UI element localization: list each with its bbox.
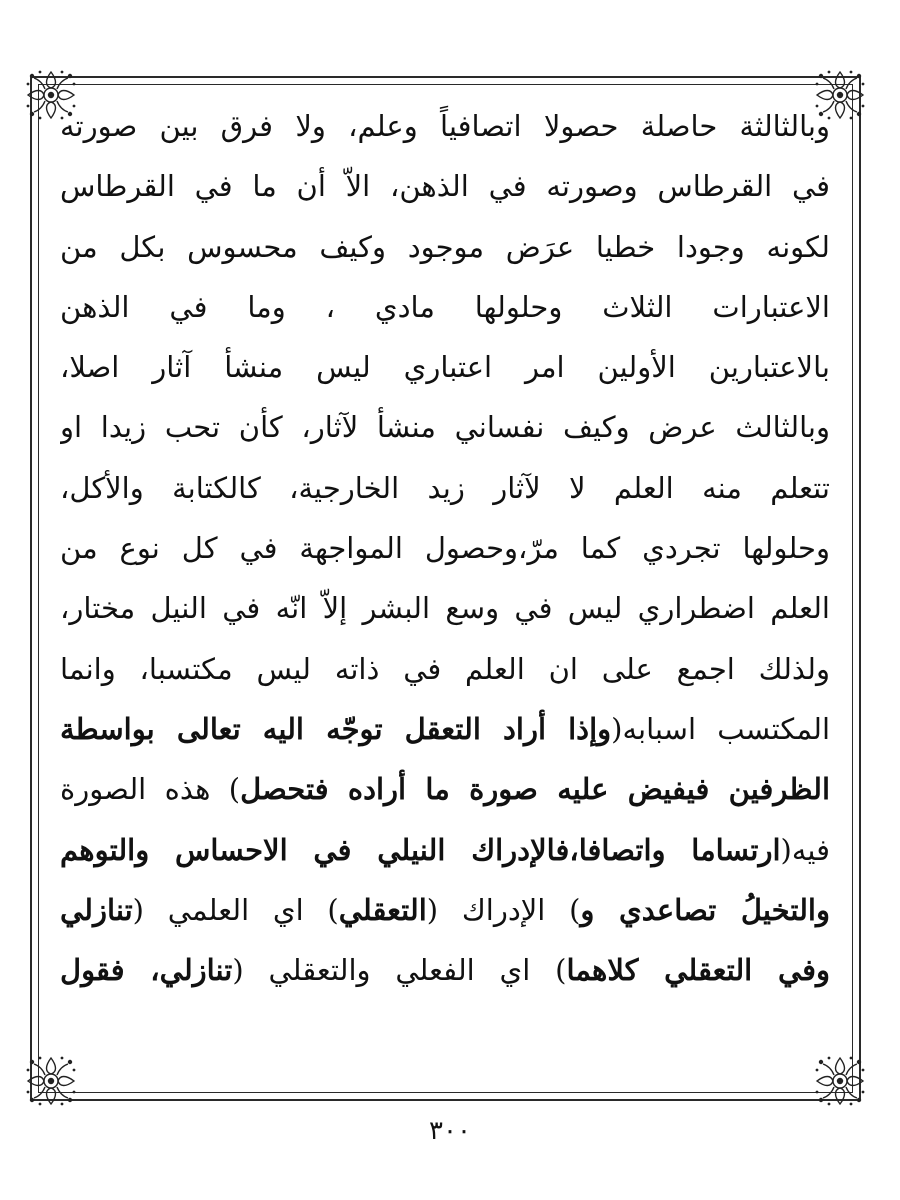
text-line xyxy=(60,639,830,699)
body-text xyxy=(60,96,830,1026)
text-segment: فيه( xyxy=(780,832,830,867)
text-line xyxy=(60,277,830,337)
text-line xyxy=(60,820,830,880)
bold-text-segment: وفي التعقلي كلاهما xyxy=(566,953,830,988)
bold-text-segment: والتخيلُ تصاعدي و xyxy=(580,892,830,927)
text-line xyxy=(60,759,830,819)
text-segment: وبالثالثة حاصلة حصولا اتصافياً وعلم، ولا فرق بين صورته xyxy=(60,109,830,143)
text-segment: في القرطاس وصورته في الذهن، الاّ أن ما في القرطاس xyxy=(60,169,830,204)
text-segment: وبالثالث عرض وكيف نفساني منشأ لآثار، كأن تحب زيدا او xyxy=(60,410,830,445)
text-line xyxy=(60,880,830,940)
text-segment: وحلولها تجردي كما مرّ،وحصول المواجهة في كل نوع من xyxy=(60,531,830,566)
text-line xyxy=(60,156,830,216)
text-line xyxy=(60,458,830,518)
text-segment: بالاعتبارين الأولين امر اعتباري ليس منشأ آثار اصلا، xyxy=(60,350,830,385)
bold-text-segment: تنازلي xyxy=(60,892,133,927)
page-number: ٣٠٠ xyxy=(429,1116,471,1146)
text-line xyxy=(60,518,830,578)
text-line xyxy=(60,397,830,457)
bold-text-segment: الظرفين فيفيض عليه صورة ما أراده فتحصل xyxy=(240,772,830,807)
text-line xyxy=(60,217,830,277)
text-segment: لكونه وجودا خطيا عرَض موجود وكيف محسوس بكل من xyxy=(60,229,830,264)
text-segment: ) اي العلمي ( xyxy=(132,892,339,927)
corner-ornament-icon xyxy=(811,1052,869,1110)
text-segment: الاعتبارات الثلاث وحلولها مادي ، وما في الذهن xyxy=(60,289,830,324)
text-line xyxy=(60,337,830,397)
text-segment: العلم اضطراري ليس في وسع البشر إلاّ انّه في النيل مختار، xyxy=(60,591,830,626)
text-segment: المكتسب اسبابه( xyxy=(611,711,830,746)
text-segment: تتعلم منه العلم لا لآثار زيد الخارجية، كالكتابة والأكل، xyxy=(60,470,830,505)
text-segment: ) اي الفعلي والتعقلي ( xyxy=(232,953,567,988)
corner-ornament-icon xyxy=(22,1052,80,1110)
text-segment: ) هذه الصورة xyxy=(60,772,241,807)
text-segment: ولذلك اجمع على ان العلم في ذاته ليس مكتسبا، وانما xyxy=(60,651,830,686)
text-line xyxy=(60,96,830,156)
text-line xyxy=(60,940,830,1000)
text-segment: ) الإدراك ( xyxy=(426,892,581,927)
bold-text-segment: ارتساما واتصافا،فالإدراك النيلي في الاحساس والتوهم xyxy=(60,832,781,867)
bold-text-segment: وإذا أراد التعقل توجّه اليه تعالى بواسطة xyxy=(60,711,612,746)
bold-text-segment: التعقلي xyxy=(338,892,427,927)
bold-text-segment: تنازلي، فقول xyxy=(60,953,233,988)
text-line xyxy=(60,578,830,638)
text-line xyxy=(60,699,830,759)
